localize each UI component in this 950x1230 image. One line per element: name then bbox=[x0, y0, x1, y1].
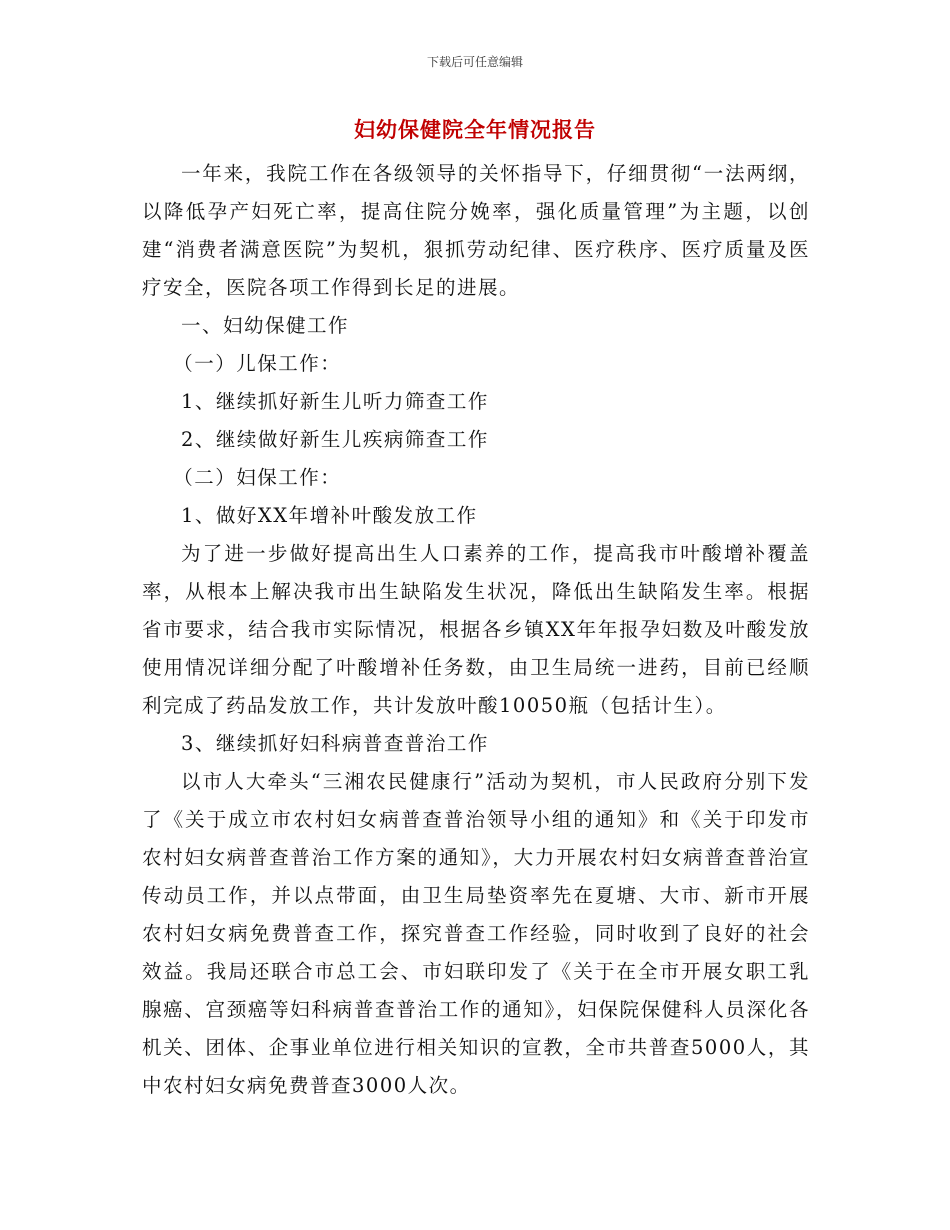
item-folic-acid-distribution: 1、做好XX年增补叶酸发放工作 bbox=[181, 504, 478, 527]
header-note: 下载后可任意编辑 bbox=[426, 55, 523, 69]
paragraph-gynecological-screening: 以市人大牵头“三湘农民健康行”活动为契机，市人民政府分别下发了《关于成立市农村妇女病普查普治领导小组的通知》和《关于印发市农村妇女病普查普治工作方案的通知》，大力开展农村妇女病普查普治宣传动员工作，并以点带面，由卫生局垫资率先在夏塘、大市、新市开展农村妇女病免费普查工作，探究普查工作经验，同时收到了良好的社会效益。我局还联合市总工会、市妇联印发了《关于在全市开展女职工乳腺癌、宫颈癌等妇科病普查普治工作的通知》，妇保院保健科人员深化各机关、团体、企事业单位进行相关知识的宣教，全市共普查5000人，其中农村妇女病免费普查3000人次。 bbox=[142, 770, 810, 1097]
paragraph-folic-acid: 为了进一步做好提高出生人口素养的工作，提高我市叶酸增补覆盖率，从根本上解决我市出生缺陷发生状况，降低出生缺陷发生率。根据省市要求，结合我市实际情况，根据各乡镇XX年年报孕妇数及叶酸发放使用情况详细分配了叶酸增补任务数，由卫生局统一进药，目前已经顺利完成了药品发放工作，共计发放叶酸10050瓶（包括计生）。 bbox=[142, 542, 810, 717]
paragraph-intro: 一年来，我院工作在各级领导的关怀指导下，仔细贯彻“一法两纲，以降低孕产妇死亡率，提高住院分娩率，强化质量管理”为主题，以创建“消费者满意医院”为契机，狠抓劳动纪律、医疗秩序、医疗质量及医疗安全，医院各项工作得到长足的进展。 bbox=[142, 162, 810, 299]
item-newborn-disease-screening: 2、继续做好新生儿疾病筛查工作 bbox=[181, 428, 489, 451]
subsection-heading-women-care: （二）妇保工作： bbox=[173, 466, 342, 489]
item-newborn-hearing-screening: 1、继续抓好新生儿听力筛查工作 bbox=[181, 390, 489, 413]
subsection-heading-child-care: （一）儿保工作： bbox=[173, 352, 342, 375]
section-heading-maternal-child-health: 一、妇幼保健工作 bbox=[181, 314, 350, 337]
document-body bbox=[142, 155, 810, 1105]
item-gynecological-screening: 3、继续抓好妇科病普查普治工作 bbox=[181, 732, 489, 755]
document-title: 妇幼保健院全年情况报告 bbox=[354, 117, 596, 142]
